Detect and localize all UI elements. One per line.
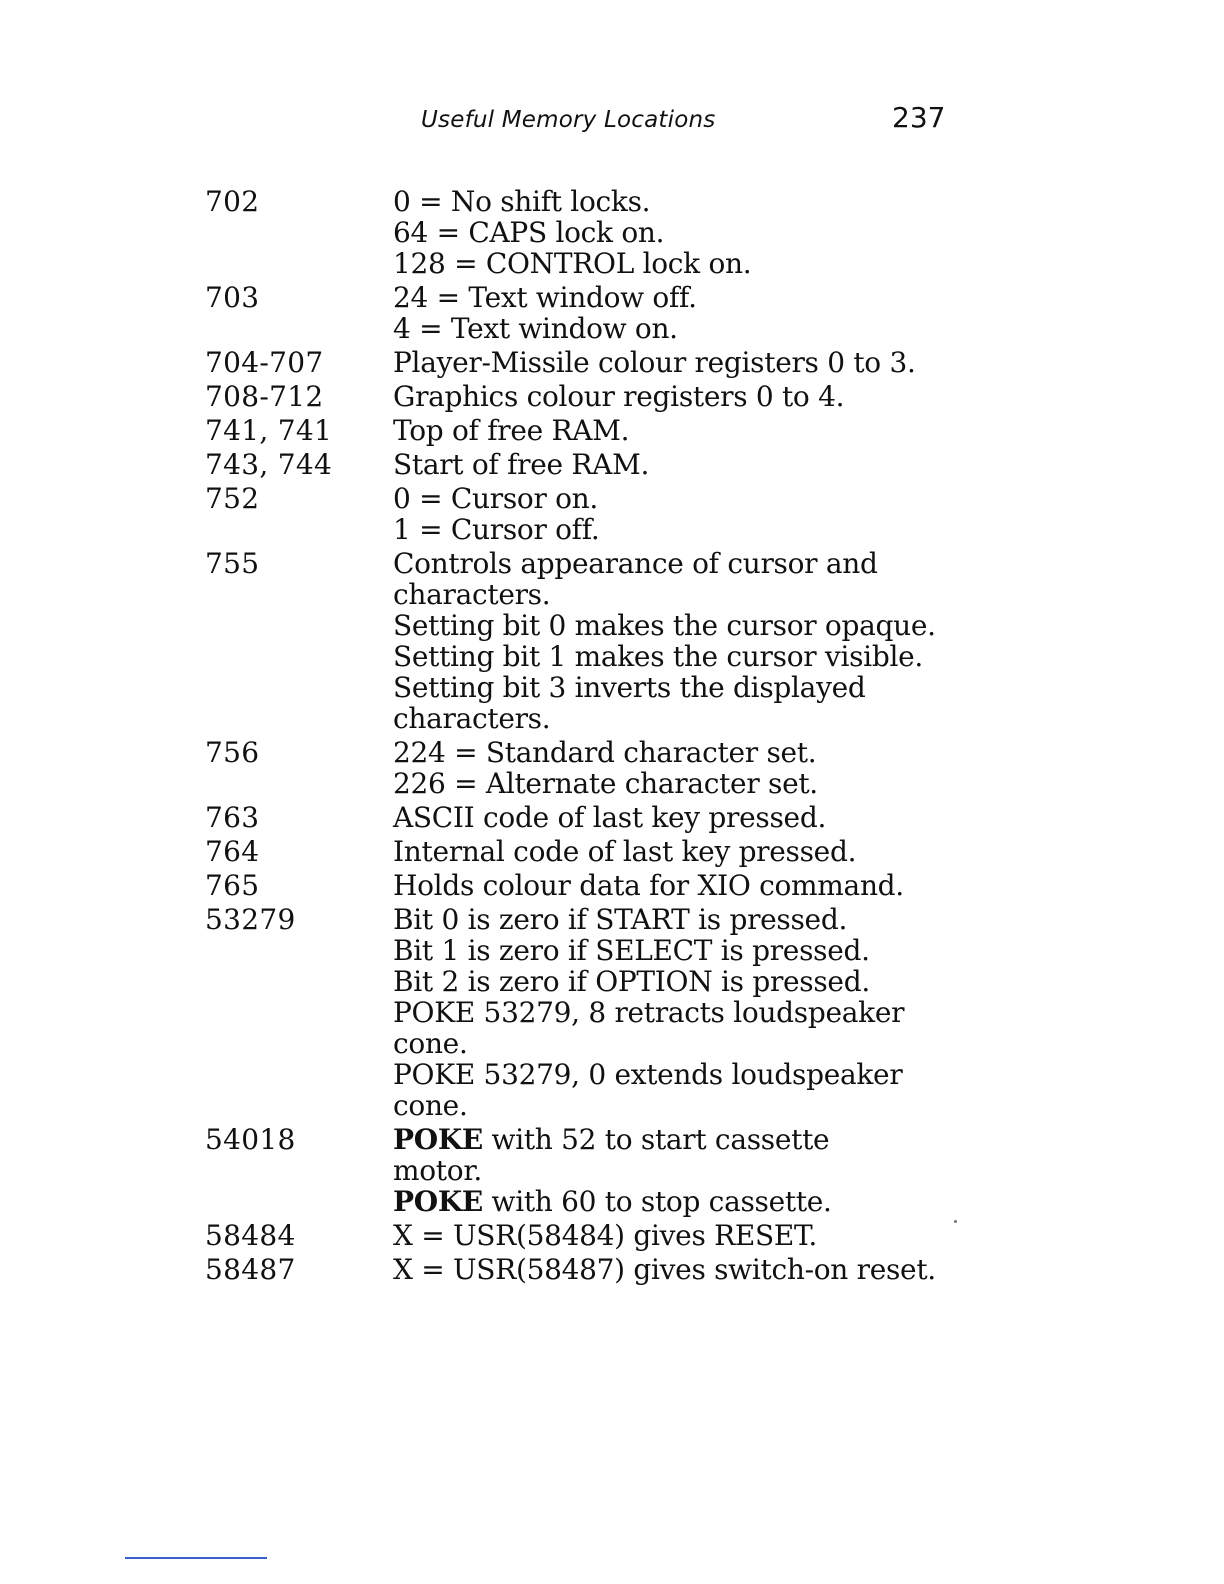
description-line: cone. — [393, 1089, 468, 1122]
description-line: X = USR(58484) gives RESET. — [393, 1219, 817, 1252]
description-line: Graphics colour registers 0 to 4. — [393, 380, 845, 413]
description-line: Internal code of last key pressed. — [393, 835, 857, 868]
description-line: POKE 53279, 8 retracts loudspeaker — [393, 996, 905, 1029]
memory-location-row — [205, 415, 965, 446]
description-line: 24 = Text window off. — [393, 281, 697, 314]
memory-description — [393, 449, 965, 480]
description-line: POKE 53279, 0 extends loudspeaker — [393, 1058, 903, 1091]
memory-location-row — [205, 282, 965, 344]
memory-address: 702 — [205, 185, 260, 218]
memory-location-row — [205, 836, 965, 867]
memory-description — [393, 737, 965, 799]
description-line — [393, 1186, 965, 1217]
scan-speck — [954, 1220, 957, 1223]
description-line — [393, 1124, 965, 1155]
memory-description — [393, 347, 965, 378]
description-line: cone. — [393, 1027, 468, 1060]
memory-description — [393, 483, 965, 545]
memory-location-row — [205, 802, 965, 833]
memory-address: 765 — [205, 869, 260, 902]
memory-location-row — [205, 870, 965, 901]
memory-address: 752 — [205, 482, 260, 515]
description-line: 4 = Text window on. — [393, 312, 678, 345]
memory-description — [393, 1124, 965, 1217]
description-line: Start of free RAM. — [393, 448, 650, 481]
description-line: characters. — [393, 578, 551, 611]
page-header — [0, 103, 1224, 139]
memory-description — [393, 836, 965, 867]
description-line: 1 = Cursor off. — [393, 513, 600, 546]
memory-location-row — [205, 737, 965, 799]
memory-address: 53279 — [205, 903, 296, 936]
memory-location-row — [205, 483, 965, 545]
memory-address: 756 — [205, 736, 260, 769]
memory-location-row — [205, 904, 965, 1121]
memory-description — [393, 548, 965, 734]
memory-description — [393, 381, 965, 412]
description-line: Setting bit 1 makes the cursor visible. — [393, 640, 923, 673]
memory-address: 58487 — [205, 1253, 296, 1286]
keyword-text: POKE — [393, 1123, 483, 1156]
memory-address: 741, 741 — [205, 414, 333, 447]
memory-location-row — [205, 186, 965, 279]
memory-description — [393, 904, 965, 1121]
memory-address: 54018 — [205, 1123, 296, 1156]
memory-address: 763 — [205, 801, 260, 834]
memory-description — [393, 1220, 965, 1251]
memory-description — [393, 802, 965, 833]
description-line: Top of free RAM. — [393, 414, 630, 447]
description-line: Holds colour data for XIO command. — [393, 869, 904, 902]
footnote-rule — [125, 1557, 267, 1559]
description-line: X = USR(58487) gives switch-on reset. — [393, 1253, 936, 1286]
description-line: 226 = Alternate character set. — [393, 767, 818, 800]
description-line: motor. — [393, 1154, 482, 1187]
memory-address: 743, 744 — [205, 448, 333, 481]
running-title: Useful Memory Locations — [421, 107, 716, 133]
description-line: characters. — [393, 702, 551, 735]
description-line: Bit 2 is zero if OPTION is pressed. — [393, 965, 870, 998]
description-line: 0 = Cursor on. — [393, 482, 599, 515]
memory-location-row — [205, 1124, 965, 1217]
description-line: 64 = CAPS lock on. — [393, 216, 665, 249]
description-line: ASCII code of last key pressed. — [393, 801, 827, 834]
keyword-text: POKE — [393, 1185, 483, 1218]
line-text: with 52 to start cassette — [482, 1123, 830, 1156]
memory-location-row — [205, 548, 965, 734]
memory-address: 703 — [205, 281, 260, 314]
memory-address: 704-707 — [205, 346, 324, 379]
description-line: Bit 1 is zero if SELECT is pressed. — [393, 934, 870, 967]
description-line: 224 = Standard character set. — [393, 736, 817, 769]
memory-location-row — [205, 381, 965, 412]
line-text: with 60 to stop cassette. — [482, 1185, 832, 1218]
memory-description — [393, 282, 965, 344]
memory-location-row — [205, 449, 965, 480]
description-line: Controls appearance of cursor and — [393, 547, 878, 580]
description-line: Bit 0 is zero if START is pressed. — [393, 903, 848, 936]
memory-description — [393, 870, 965, 901]
memory-address: 708-712 — [205, 380, 324, 413]
memory-description — [393, 1254, 965, 1285]
memory-location-row — [205, 1220, 965, 1251]
memory-location-row — [205, 347, 965, 378]
description-line: Setting bit 0 makes the cursor opaque. — [393, 609, 936, 642]
description-line: Setting bit 3 inverts the displayed — [393, 671, 866, 704]
page-number: 237 — [892, 101, 946, 134]
description-line: Player-Missile colour registers 0 to 3. — [393, 346, 916, 379]
memory-address: 764 — [205, 835, 260, 868]
memory-location-row — [205, 1254, 965, 1285]
memory-description — [393, 186, 965, 279]
description-line: 128 = CONTROL lock on. — [393, 247, 752, 280]
memory-locations-table — [205, 186, 965, 1288]
description-line: 0 = No shift locks. — [393, 185, 651, 218]
memory-address: 755 — [205, 547, 260, 580]
memory-address: 58484 — [205, 1219, 296, 1252]
memory-description — [393, 415, 965, 446]
